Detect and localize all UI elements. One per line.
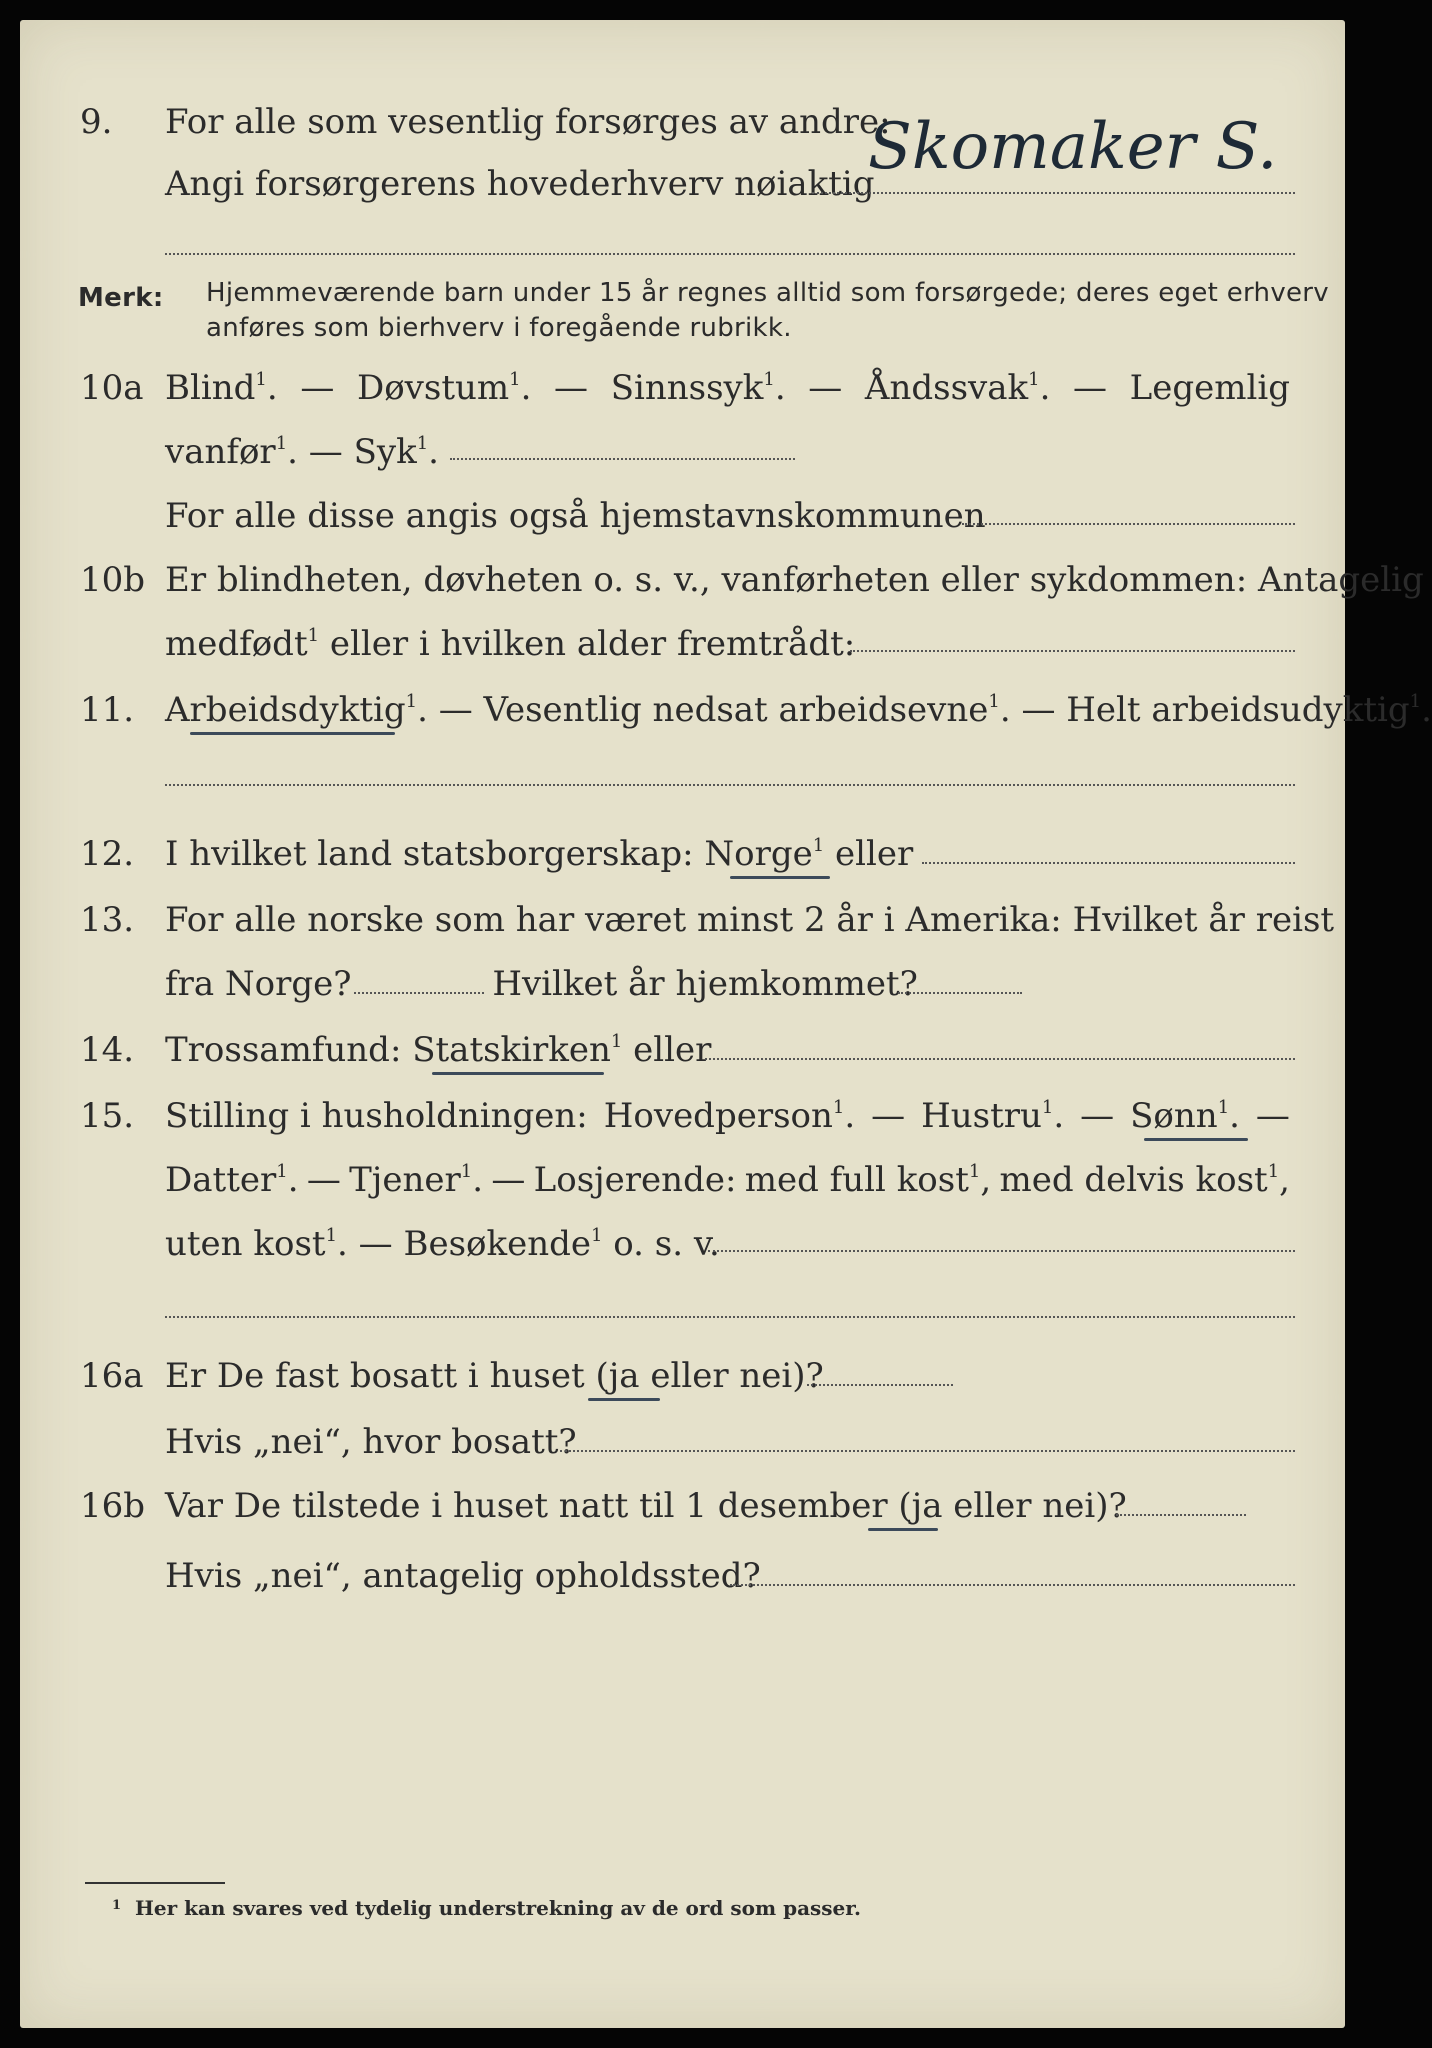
q13-hjemkommet-line[interactable]	[898, 992, 1022, 994]
q16b-opphold-line[interactable]	[730, 1584, 1295, 1586]
q13-number: 13.	[80, 900, 135, 940]
q13-line1: For alle norske som har været minst 2 år i Amerika: Hvilket år reist	[165, 900, 1335, 940]
q16a-underline-ja	[588, 1398, 660, 1401]
q10a-andssvak: Åndssvak$^1$.	[864, 368, 1051, 408]
q10b-line2: medfødt$^1$ eller i hvilken alder fremtrådt:	[165, 624, 856, 664]
q9-handwritten-answer: Skomaker S.	[868, 110, 1278, 184]
q9-number: 9.	[80, 102, 113, 142]
q16a-answer-line[interactable]	[807, 1384, 953, 1386]
q10a-number: 10a	[80, 368, 144, 408]
form-sheet	[20, 20, 1432, 2028]
q12-answer-line[interactable]	[922, 862, 1295, 864]
q14-line: Trossamfund: Statskirken$^1$ eller	[165, 1030, 712, 1070]
q11-extra-line[interactable]	[165, 784, 1295, 786]
q10b-number: 10b	[80, 560, 146, 600]
q11-underline-arbeidsdyktig	[190, 732, 395, 735]
q15-line2: Datter$^1$. — Tjener$^1$. — Losjerende: med full kost$^1$, med delvis kost$^1$,	[165, 1160, 1290, 1200]
q11-number: 11.	[80, 690, 135, 730]
q16a-number: 16a	[80, 1356, 144, 1396]
q9-line2: Angi forsørgerens hovederhverv nøiaktig	[165, 164, 875, 204]
q10a-legemlig: Legemlig	[1129, 368, 1290, 408]
q10a-line2: vanfør$^1$. — Syk$^1$.	[165, 432, 439, 472]
q15-line3: uten kost$^1$. — Besøkende$^1$ o. s. v.	[165, 1224, 720, 1264]
q15-extra-line[interactable]	[165, 1316, 1295, 1318]
q16a-bosatt-line[interactable]	[560, 1450, 1295, 1452]
q14-answer-line[interactable]	[705, 1058, 1295, 1060]
q16b-line1: Var De tilstede i huset natt til 1 desember (ja eller nei)?	[165, 1486, 1127, 1526]
q14-underline-statskirken	[432, 1072, 604, 1075]
q16a-line2: Hvis „nei“, hvor bosatt?	[165, 1422, 577, 1462]
q11-line: Arbeidsdyktig$^1$. — Vesentlig nedsat arbeidsevne$^1$. — Helt arbeidsudyktig$^1$.	[165, 690, 1432, 730]
q16b-answer-line[interactable]	[1116, 1514, 1246, 1516]
q15-line1: Stilling i husholdningen: Hovedperson$^1$. — Hustru$^1$. — Sønn$^1$. —	[165, 1096, 1290, 1136]
q12-number: 12.	[80, 834, 135, 874]
footnote-rule	[85, 1882, 225, 1884]
merk-line1: Hjemmeværende barn under 15 år regnes alltid som forsørgede; deres eget erhverv	[206, 278, 1329, 308]
q15-underline-sonn	[1144, 1138, 1248, 1141]
merk-line2: anføres som bierhverv i foregående rubrikk.	[206, 313, 792, 343]
q10b-line1: Er blindheten, døvheten o. s. v., vanførheten eller sykdommen: Antagelig	[165, 560, 1424, 600]
q15-number: 15.	[80, 1096, 135, 1136]
q10a-blind: Blind$^1$.	[165, 368, 278, 408]
q12-underline-norge	[730, 876, 830, 879]
q10a-dovstum: Døvstum$^1$.	[356, 368, 532, 408]
q16b-underline-ja	[868, 1528, 938, 1531]
q10a-answer-line[interactable]	[450, 458, 795, 460]
merk-label: Merk:	[78, 283, 164, 313]
footnote: $^1$ Her kan svares ved tydelig understrekning av de ord som passer.	[112, 1896, 861, 1920]
q16b-line2: Hvis „nei“, antagelig opholdssted?	[165, 1556, 761, 1596]
q10a-sinnssyk: Sinnssyk$^1$.	[610, 368, 786, 408]
q15-answer-line[interactable]	[708, 1250, 1295, 1252]
q9-line1: For alle som vesentlig forsørges av andre:	[165, 102, 891, 142]
q10b-answer-line[interactable]	[850, 650, 1295, 652]
q9-answer-line[interactable]	[812, 192, 1295, 194]
q13-reist-line[interactable]	[354, 992, 484, 994]
q13-line2: fra Norge? Hvilket år hjemkommet?	[165, 964, 918, 1004]
q10a-home-line[interactable]	[962, 523, 1295, 525]
q16b-number: 16b	[80, 1486, 146, 1526]
q10a-line3: For alle disse angis også hjemstavnskommunen	[165, 496, 986, 536]
q10a-line1: Blind$^1$. — Døvstum$^1$. — Sinnssyk$^1$. — Åndssvak$^1$. — Legemlig	[165, 368, 1290, 408]
q9-extra-line[interactable]	[165, 253, 1295, 255]
q14-number: 14.	[80, 1030, 135, 1070]
q12-line: I hvilket land statsborgerskap: Norge$^1$ eller	[165, 834, 914, 874]
q16a-line1: Er De fast bosatt i huset (ja eller nei)?	[165, 1356, 824, 1396]
